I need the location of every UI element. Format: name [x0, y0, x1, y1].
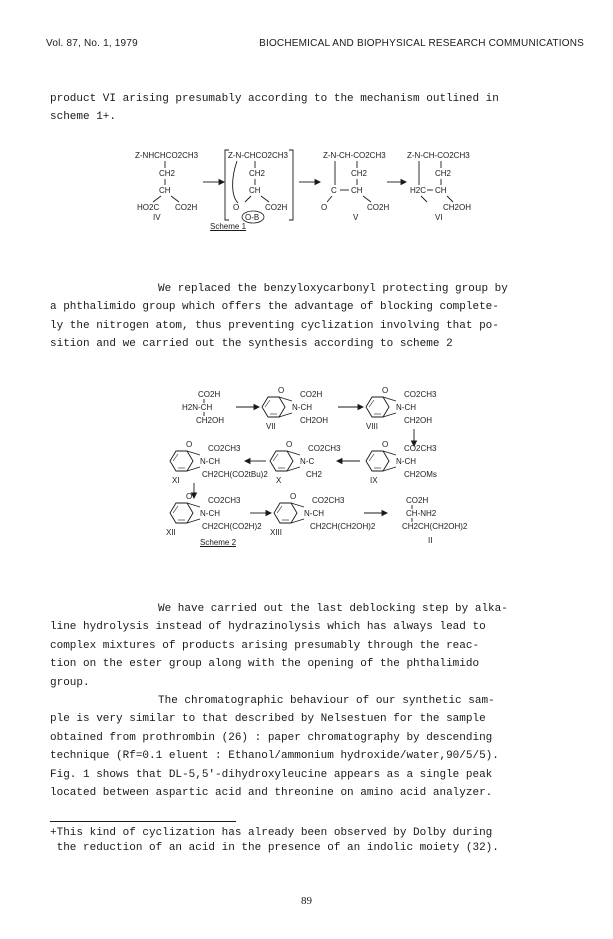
chem-label: CO2H [367, 203, 390, 212]
scheme-1-diagram [135, 148, 495, 228]
compound-start [182, 390, 224, 425]
chem-label: CH2CH(CO2tBu)2 [202, 470, 268, 479]
chem-label: N-CH [292, 403, 312, 412]
compound-V [321, 151, 389, 222]
chem-label: N-CH [200, 457, 220, 466]
chem-label: CH [435, 186, 447, 195]
text-line: line hydrolysis instead of hydrazinolysis which has always lead to [50, 621, 486, 634]
compound-id: X [276, 476, 282, 485]
chem-label: N-C [300, 457, 315, 466]
text-line: located between aspartic acid and threonine on amino acid analyzer. [50, 787, 493, 800]
paragraph-3 [50, 600, 568, 692]
paragraph-1 [50, 90, 568, 127]
compound-IX [366, 440, 437, 485]
chem-label: CO2CH3 [404, 444, 437, 453]
chem-label: O [286, 440, 293, 449]
chem-label: N-CH [396, 457, 416, 466]
chem-label: N-CH [396, 403, 416, 412]
chem-label: O [321, 203, 328, 212]
footnote-rule [50, 821, 236, 822]
chem-label: Z-N-CH-CO2CH3 [323, 151, 386, 160]
text-line: a phthalimido group which offers the advantage of blocking complete- [50, 301, 499, 314]
compound-id: IV [153, 213, 161, 222]
chem-label: O [382, 386, 389, 395]
text-line: technique (Rf=0.1 eluent : Ethanol/ammonium hydroxide/water,90/5/5). [50, 750, 499, 763]
text-line: sition and we carried out the synthesis according to scheme 2 [50, 338, 453, 351]
chem-label: CH [351, 186, 363, 195]
text-line: ly the nitrogen atom, thus preventing cyclization involving that po- [50, 319, 499, 332]
compound-VI [407, 151, 471, 222]
chem-label: CO2CH3 [404, 390, 437, 399]
chem-label: Z-NHCHCO2CH3 [135, 151, 199, 160]
chem-label: CH2OH [196, 416, 225, 425]
compound-id: V [353, 213, 359, 222]
compound-VIII [366, 386, 437, 431]
chem-label: CO2CH3 [312, 496, 345, 505]
compound-id: VI [435, 213, 443, 222]
text-line: Fig. 1 shows that DL-5,5'-dihydroxyleucine appears as a single peak [50, 768, 493, 781]
chem-label: CO2H [198, 390, 221, 399]
compound-id: VII [266, 422, 276, 431]
chem-label: CH2 [159, 169, 176, 178]
chem-label: O [186, 492, 193, 501]
journal-title: BIOCHEMICAL AND BIOPHYSICAL RESEARCH COMMUNICATIONS [259, 38, 584, 49]
chem-label: CH2CH(CO2H)2 [202, 522, 262, 531]
scheme-1-label: Scheme 1 [210, 222, 247, 231]
chem-label: CH2 [351, 169, 368, 178]
chem-label: CH2OMs [404, 470, 437, 479]
chem-label: CH2CH(CH2OH)2 [310, 522, 376, 531]
chem-label: N-CH [200, 509, 220, 518]
chem-label: O [382, 440, 389, 449]
chem-label: H2C [410, 186, 427, 195]
compound-intermediate [225, 150, 293, 223]
scheme-2-label: Scheme 2 [200, 538, 237, 547]
compound-X [270, 440, 341, 485]
chem-label: CH2 [435, 169, 452, 178]
text-line: +This kind of cyclization has already been observed by Dolby during [50, 827, 493, 839]
compound-id: IX [370, 476, 378, 485]
compound-IV [135, 151, 199, 222]
chem-label: CH2 [249, 169, 266, 178]
text-line: product VI arising presumably according to the mechanism outlined in [50, 93, 499, 105]
footnote [50, 826, 570, 856]
text-line: group. [50, 676, 90, 689]
chem-label: O [233, 203, 240, 212]
chem-label: C [331, 186, 337, 195]
chem-label: HO2C [137, 203, 160, 212]
text-line: The chromatographic behaviour of our synthetic sam- [158, 695, 495, 707]
chem-label: CO2CH3 [208, 444, 241, 453]
chem-label: CH2CH(CH2OH)2 [402, 522, 468, 531]
text-line: the reduction of an acid in the presence of an indolic moiety (32). [50, 842, 499, 854]
text-line: scheme 1+. [50, 111, 117, 124]
chem-label: Z-N-CH-CO2CH3 [407, 151, 470, 160]
compound-II [402, 496, 468, 545]
compound-XII [166, 492, 262, 537]
chem-label: CO2CH3 [208, 496, 241, 505]
compound-id: VIII [366, 422, 379, 431]
compound-XIII [270, 492, 376, 537]
paragraph-4 [50, 692, 568, 802]
chem-label: CO2H [175, 203, 198, 212]
volume-info: Vol. 87, No. 1, 1979 [46, 38, 138, 49]
text-line: obtained from prothrombin (26) : paper chromatography by descending [50, 731, 493, 744]
compound-id: II [428, 536, 433, 545]
chem-label: O [186, 440, 193, 449]
chem-label: CH2OH [404, 416, 433, 425]
paragraph-2 [50, 280, 568, 354]
compound-VII [262, 386, 328, 431]
chem-label: CH [159, 186, 171, 195]
chem-label: N-CH [304, 509, 324, 518]
chem-label: CH [249, 186, 261, 195]
text-line: complex mixtures of products arising presumably through the reac- [50, 639, 480, 652]
chem-label: Z-N-CHCO2CH3 [228, 151, 288, 160]
page-number: 89 [301, 895, 312, 907]
scheme-2-diagram [166, 385, 480, 545]
text-line: We have carried out the last deblocking step by alka- [158, 603, 508, 615]
text-line: tion on the ester group along with the opening of the phthalimido [50, 658, 480, 671]
chem-label: CO2H [406, 496, 429, 505]
compound-id: XIII [270, 528, 283, 537]
chem-label: O [290, 492, 297, 501]
chem-label: CO2H [300, 390, 323, 399]
text-line: We replaced the benzyloxycarbonyl protecting group by [158, 283, 508, 295]
chem-label: CH2OH [443, 203, 472, 212]
chem-label: H2N-CH [182, 403, 213, 412]
chem-label: CO2H [265, 203, 288, 212]
chem-label: O-B [245, 213, 260, 222]
chem-label: CH2 [306, 470, 323, 479]
chem-label: CH-NH2 [406, 509, 437, 518]
compound-XI [170, 440, 268, 485]
compound-id: XI [172, 476, 180, 485]
chem-label: CH2OH [300, 416, 329, 425]
chem-label: CO2CH3 [308, 444, 341, 453]
chem-label: O [278, 386, 285, 395]
compound-id: XII [166, 528, 176, 537]
text-line: ple is very similar to that described by Nelsestuen for the sample [50, 713, 486, 726]
